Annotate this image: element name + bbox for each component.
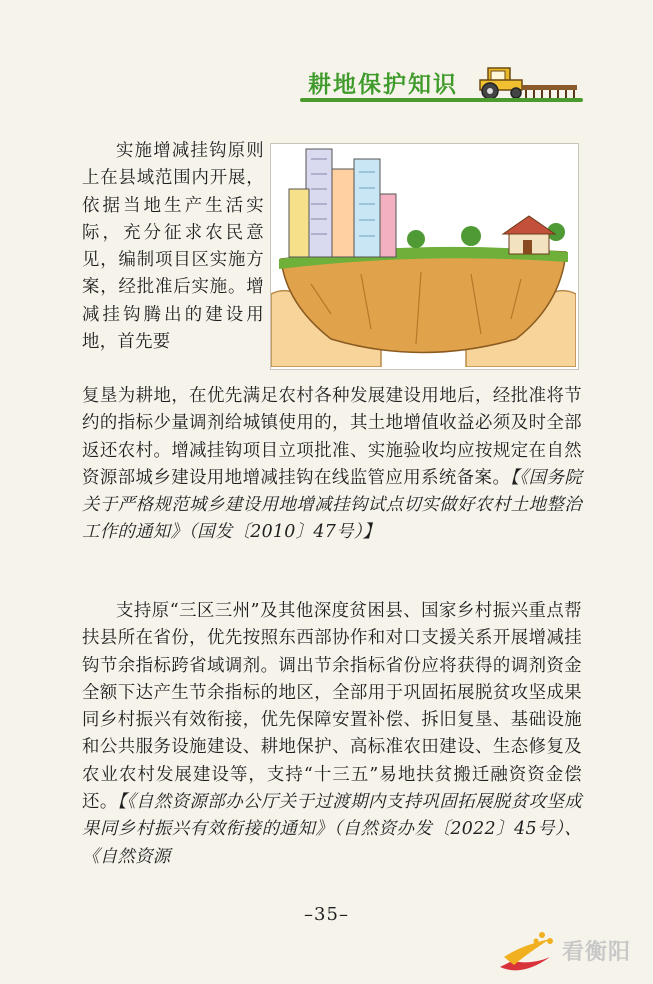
watermark-text: 看衡阳 [562,940,632,965]
land-in-hands-illustration [271,144,576,367]
section-title: 耕地保护知识 [308,72,458,98]
paragraph-2 [82,598,582,871]
header-rule [300,98,583,102]
paragraph-1-intro: 实施增减挂钩原则上在县域范围内开展，依据当地生产生活实际，充分征求农民意见，编制项目区实施方案，经批准后实施。增减挂钩腾出的建设用地，首先要 [82,141,264,353]
paragraph-1-continued [82,383,582,547]
citation-1: 【《国务院关于严格规范城乡建设用地增减挂钩试点切实做好农村土地整治工作的通知》（国发〔2010〕47号）】 [82,467,583,543]
watermark [492,927,652,979]
paragraph-1-text: 复垦为耕地，在优先满足农村各种发展建设用地后，经批准将节约的指标少量调剂给城镇使用的，其土地增值收益必须及时全部返还农村。增减挂钩项目立项批准、实施验收均应按规定在自然资源部城乡建设用地增减挂钩在线监管应用系统备案。 [82,386,582,488]
illustration [270,143,579,370]
citation-2: 【《自然资源部办公厅关于过渡期内支持巩固拓展脱贫攻坚成果同乡村振兴有效衔接的通知》（自然资办发〔2022〕45号）、《自然资源 [82,792,583,867]
page-number: –35– [304,904,349,925]
tractor-icon [478,62,583,102]
paragraph-2-text: 支持原“三区三州”及其他深度贫困县、国家乡村振兴重点帮扶县所在省份，优先按照东西部协作和对口支援关系开展增减挂钩节余指标跨省域调剂。调出节余指标省份应将获得的调剂资金全额下达产生节余指标的地区，全部用于巩固拓展脱贫攻坚成果同乡村振兴有效衔接，优先保障安置补偿、拆旧复垦、基础设施和公共服务设施建设、耕地保护、高标准农田建设、生态修复及农业农村发展建设等，支持“十三五”易地扶贫搬迁融资资金偿还。 [82,601,582,813]
section-header [300,62,585,106]
watermark-logo-icon [492,927,562,979]
